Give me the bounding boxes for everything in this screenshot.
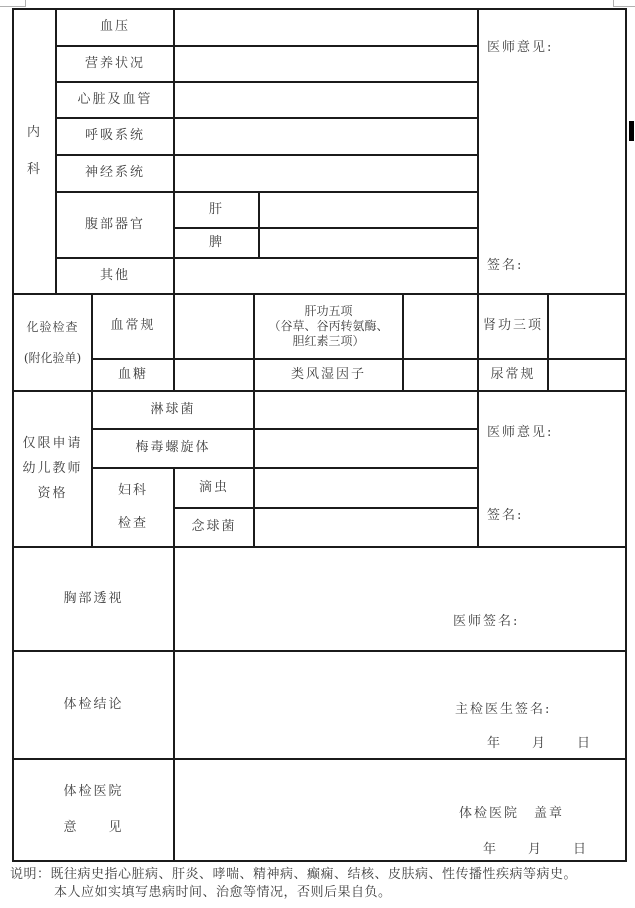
section-label-kindergarten-only <box>12 390 93 548</box>
liver-function-line2: （谷草、谷丙转氨酶、 <box>268 319 389 333</box>
hospital-seal-label: 体检医院 盖章 <box>459 806 565 821</box>
input-cell-kidney-function[interactable] <box>547 293 627 360</box>
footer-notes <box>10 866 628 902</box>
crop-mark-top-left <box>0 0 26 7</box>
row-label-urine-routine: 尿常规 <box>477 358 549 392</box>
footer-line-1 <box>10 866 628 884</box>
row-label-blood-pressure: 血压 <box>55 8 175 47</box>
hospital-opinion-content-cell[interactable] <box>173 758 627 862</box>
row-label-respiratory: 呼吸系统 <box>55 117 175 156</box>
input-cell-blood-glucose[interactable] <box>173 358 255 392</box>
input-cell-other[interactable] <box>173 257 479 295</box>
row-label-nutrition: 营养状况 <box>55 45 175 83</box>
input-cell-respiratory[interactable] <box>173 117 479 156</box>
chief-doctor-signature-label: 主检医生签名: <box>455 702 552 717</box>
row-label-trichomonas: 滴虫 <box>173 467 255 509</box>
footer-line-2 <box>10 884 628 902</box>
input-cell-nutrition[interactable] <box>173 45 479 83</box>
doctor-opinion-label: 医师意见: <box>487 425 554 440</box>
kindergarten-title-line1: 仅限申请 <box>22 435 83 451</box>
lab-tests-subtitle: (附化验单) <box>23 350 82 365</box>
input-cell-blood-routine[interactable] <box>173 293 255 360</box>
exam-conclusion-content-cell[interactable] <box>173 650 627 760</box>
row-label-treponema: 梅毒螺旋体 <box>91 428 255 469</box>
lab-tests-title: 化验检查 <box>26 319 79 334</box>
row-label-blood-glucose: 血糖 <box>91 358 175 392</box>
input-cell-rheumatoid-factor[interactable] <box>402 358 479 392</box>
footer-note-1: 既往病史指心脏病、肝炎、哮喘、精神病、癫痫、结核、皮肤病、性传播性疾病等病史。 <box>50 867 578 882</box>
section-label-internal-medicine <box>12 8 57 295</box>
input-cell-trichomonas[interactable] <box>253 467 479 509</box>
hospital-opinion-line1: 体检医院 <box>63 783 124 799</box>
row-label-chest-fluoroscopy: 胸部透视 <box>12 546 175 652</box>
input-cell-liver[interactable] <box>258 191 479 229</box>
row-label-gynecology-exam <box>91 467 175 548</box>
row-label-heart-vessels: 心脏及血管 <box>55 81 175 119</box>
row-label-liver-function <box>253 293 404 360</box>
row-label-abdominal-organs: 腹部器官 <box>55 191 175 259</box>
internal-medicine-char-1: 内 <box>26 125 42 141</box>
row-label-kidney-function: 肾功三项 <box>477 293 549 360</box>
row-label-blood-routine: 血常规 <box>91 293 175 360</box>
liver-function-line1: 肝功五项 <box>304 304 353 318</box>
input-cell-urine-routine[interactable] <box>547 358 627 392</box>
internal-doctor-opinion-cell[interactable] <box>477 8 627 295</box>
kindergarten-title-line3: 资格 <box>37 486 68 502</box>
hospital-opinion-line2: 意 见 <box>63 820 124 835</box>
internal-medicine-char-2: 科 <box>26 161 42 177</box>
doctor-signature-label: 签名: <box>487 258 524 273</box>
input-cell-spleen[interactable] <box>258 227 479 259</box>
row-label-exam-conclusion: 体检结论 <box>12 650 175 760</box>
input-cell-liver-function[interactable] <box>402 293 479 360</box>
kindergarten-title-line2: 幼儿教师 <box>22 460 83 476</box>
gynecology-line1: 妇科 <box>117 483 148 499</box>
footer-note-2: 本人应如实填写患病时间、治愈等情况，否则后果自负。 <box>54 885 392 900</box>
kindergarten-doctor-opinion-cell[interactable] <box>477 390 627 548</box>
row-label-candida: 念球菌 <box>173 507 255 548</box>
row-label-liver: 肝 <box>173 191 260 229</box>
crop-mark-top-right <box>613 0 635 7</box>
scrollbar-thumb[interactable] <box>629 121 634 141</box>
doctor-signature-label: 签名: <box>487 508 524 523</box>
input-cell-nervous-system[interactable] <box>173 154 479 193</box>
input-cell-treponema[interactable] <box>253 428 479 469</box>
gynecology-line2: 检查 <box>117 515 148 531</box>
date-label: 年 月 日 <box>487 736 593 751</box>
doctor-opinion-label: 医师意见: <box>487 40 554 55</box>
input-cell-blood-pressure[interactable] <box>173 8 479 47</box>
date-label: 年 月 日 <box>483 842 589 857</box>
chest-fluoroscopy-content-cell[interactable] <box>173 546 627 652</box>
row-label-nervous-system: 神经系统 <box>55 154 175 193</box>
section-label-lab-tests <box>12 293 93 392</box>
row-label-other: 其他 <box>55 257 175 295</box>
row-label-hospital-opinion <box>12 758 175 862</box>
doctor-signature-label: 医师签名: <box>453 614 520 629</box>
row-label-rheumatoid-factor: 类风湿因子 <box>253 358 404 392</box>
row-label-spleen: 脾 <box>173 227 260 259</box>
footer-prefix: 说明： <box>10 867 51 882</box>
input-cell-gonococcus[interactable] <box>253 390 479 430</box>
liver-function-line3: 胆红素三项） <box>292 334 365 348</box>
input-cell-candida[interactable] <box>253 507 479 548</box>
input-cell-heart-vessels[interactable] <box>173 81 479 119</box>
row-label-gonococcus: 淋球菌 <box>91 390 255 430</box>
